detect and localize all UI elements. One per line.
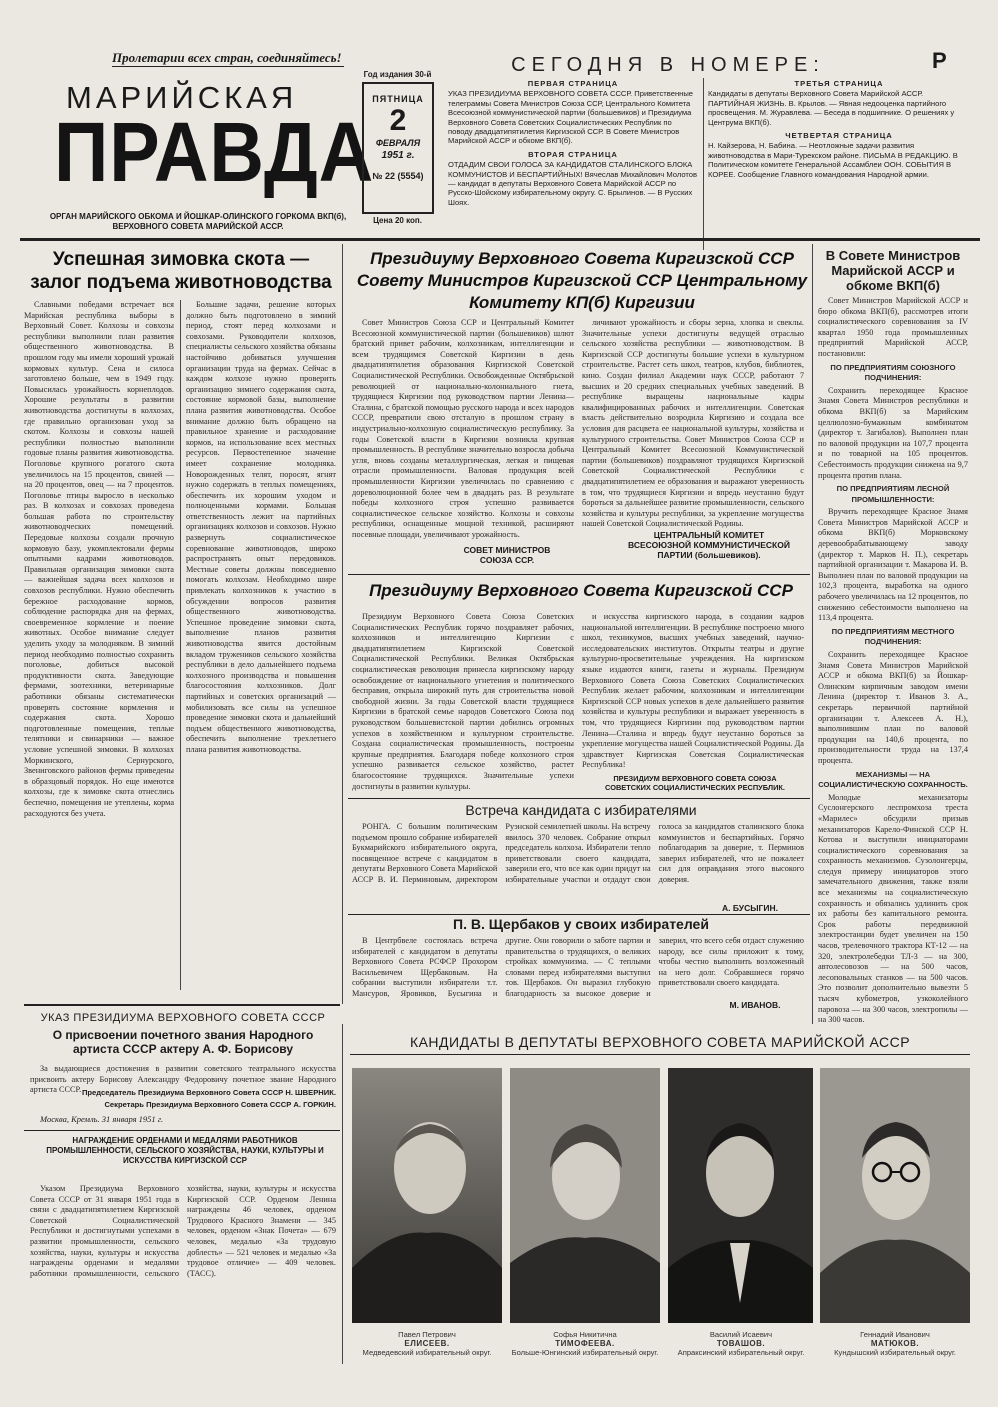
issue-number: № 22 (5554) (372, 171, 424, 181)
toc-page1-text: УКАЗ ПРЕЗИДИУМА ВЕРХОВНОГО СОВЕТА СССР. Приветственные телеграммы Совета Министров Союза ССР, Центрального Комитета Всесоюзной коммунистической партии (большевиков) и Президиума Верховного Совета Советских Социалистических Республик по поводу двадцатипятилетия Киргизской ССР. В Совете Министров Марийской АССР и обкоме ВКП(б). (448, 89, 694, 146)
caption-timofeyeva-district: Больше-Юнгинский избирательный округ. (511, 1348, 659, 1357)
awards-rule (24, 1130, 340, 1131)
candidates-title: КАНДИДАТЫ В ДЕПУТАТЫ ВЕРХОВНОГО СОВЕТА МАРИЙСКОЙ АССР (409, 1034, 911, 1050)
price: Цена 20 коп. (373, 216, 422, 225)
right-col-intro: Совет Министров Марийской АССР и бюро обкома ВКП(б), рассмотрев итоги социалистического соревнования за IV квартал 1950 года промышленных предприятий Марийской АССР, постановили: (818, 296, 968, 358)
caption-timofeyeva (500, 1330, 670, 1357)
editorial-text-1: Славными победами встречает вся Марийская республика выборы в Верховный Совет. Колхозы и совхозы республики выполнили план развития общественного животноводства. В прошлом году мы имели хороший урожай кормовых культур. Сена и силоса заготовлено больше, чем в 1949 году. Повысилась урожайность корнеплодов. Хорошие результаты в развитии животноводства достигнуты в колхозах, где правильно организован уход за скотом. Колхозы и совхозы нашей республики полностью выполнили годовые планы развития животноводства. Поголовье крупного рогатого скота увеличилось на 15 процентов, свиней — на 20 процентов, овец — на 7 процентов. Поголовье птицы выросло в несколько раз. В колхозах и совхозах проведена большая работа по строительству животноводческих помещений. Передовые колхозы создали прочную кормовую базу, укомплектовали фермы опытными кадрами животноводов. Правильная организация зимовки скота — важнейшая задача всех колхозов и совхозов республики. Нужно обеспечить бережное расходование кормов, соблюдение распорядка дня на фермах, своевременное кормление и поение животных. Особое внимание следует уделить уходу за молодняком. В зимний период необходимо полностью сохранить поголовье, добиться высокой продуктивности скота. Заведующие фермами, зоотехники, ветеринарные работники обязаны систематически проверять состояние кормления и содержания скота. Хорошо подготовленные помещения, теплые телятники и свинарники — важное условие успешной зимовки. В колхозах Моркинского, Сернурского, Звениговского районов фермы приведены в образцовый порядок. Но еще имеются колхозы, где к зимовке скота отнеслись беспечно, помещения не утеплены, корма расходуются без учета. (24, 300, 174, 818)
shcherbakov-text: В Центрбвеле состоялась встреча избирателей с кандидатом в депутаты Верховного Совета РСФСР Прохором Васильевичем Щербаковым. На собрании выступили избиратели т.т. Мансуров, Яровиков, Бусыгина и другие. Они говорили о заботе партии и правительства о трудящихся, о великих стройках коммунизма. — С теплыми словами перед избирателями выступил тов. Щербаков. Он выразил глубокую благодарность за высокое доверие и заверил, что всего себя отдаст служению народу, все силы приложит к тому, чтобы честно выполнить возложенный на него долг. Собравшиеся горячо приветствовали своего кандидата. (352, 936, 804, 998)
shcherbakov-sig: М. ИВАНОВ. (729, 1000, 781, 1010)
kirgiz-main-headline: Президиуму Верховного Совета Киргизской ССР Совету Министров Киргизской ССР Центральному Комитету КП(б) Киргизии (356, 249, 808, 312)
caption-tovashov (656, 1330, 826, 1357)
presidium-headline: Президиуму Верховного Совета Киргизской ССР (369, 581, 793, 600)
title-top: МАРИЙСКАЯ (66, 80, 298, 115)
photo-tovashov (668, 1068, 813, 1323)
editorial-text-2: Большие задачи, решение которых должно быть подготовлено в зимний период, стоят перед колхозами и совхозами. Руководители колхозов, специалисты сельского хозяйства обязаны настойчиво добиваться улучшения организации труда на фермах. Сейчас в каждом колхозе нужно проверить организацию зимнего содержания скота, состояние кормовой базы, выполнение плана развития животноводства. Особое внимание должно быть обращено на правильное хранение и расходование кормов, на использование всех местных ресурсов. Первостепенное значение имеет сохранение молодняка. Новорожденных телят, поросят, ягнят нужно содержать в теплых помещениях, обеспечить их хорошим уходом и полноценными кормами. Большая ответственность лежит на партийных организациях колхозов и совхозов. Нужно развернуть социалистическое соревнование животноводов, широко распространять опыт передовиков. Местные советы должны повседневно помогать колхозам. Необходимо шире привлекать колхозников к участию в обсуждении вопросов развития общественного животноводства. Успешное проведение зимовки скота, выполнение планов развития животноводства явится достойным вкладом тружеников сельского хозяйства республики в дело дальнейшего подъема колхозного производства и повышения благосостояния колхозников. Долг партийных и советских организаций — мобилизовать все силы на успешное проведение зимовки скота и дальнейший подъем общественного животноводства, обеспечить выполнение трехлетнего плана развития животноводства. (186, 300, 336, 754)
editorial-col-1 (24, 300, 174, 990)
kirgiz-main-text-2: личивают урожайность и сборы зерна, хлопка и свеклы. Значительные успехи достигнуты ведущей отраслью сельского хозяйства республики — животноводством. В Киргизской ССР достигнуты большие успехи в культурном строительстве. Растет сеть школ, театров, клубов, библиотек, кино. Создан филиал Академии наук СССР, работают 7 высших и 20 средних специальных учебных заведений. В республике выращены национальные кадры квалифицированных рабочих и интеллигенции. Советская власть действительно возродила Киргизию и создала все условия для расцвета ее национальной культуры, хозяйства и культурного строительства. Совет Министров Союза ССР и Центральный Комитет Всесоюзной Коммунистической партии (большевиков) поздравляют трудящихся Киргизской Советской Социалистической Республики с двадцатипятилетием ее образования и выражают уверенность в том, что трудящиеся Киргизии и впредь неустанно будут бороться за дальнейшее развитие промышленности, сельского хозяйства и культуры республики, за укрепление могущества нашей Советской Социалистической Родины. (582, 318, 804, 529)
photo-matyukov (820, 1068, 970, 1323)
presidium-text-1: Президиум Верховного Совета Союза Советских Социалистических Республик горячо поздравляет рабочих, колхозников и интеллигенцию Киргизии с двадцатипятилетием Киргизской Советской Социалистической Республики. Великая Октябрьская социалистическая революция принесла киргизскому народу освобождение от национального угнетения и политического бесправия, открыла широкий путь для строительства новой свободной жизни. За годы Советской власти трудящиеся Киргизии в братской семье народов Советского Союза под руководством большевистской партии добились огромных успехов в хозяйственном и культурном строительстве. Создана социалистическая промышленность, построены крупные предприятия. Благодаря победе колхозного строя успешно развивается сельское хозяйство, растет благосостояние трудящихся. Значительные успехи достигнуты в развитии культуры. (352, 612, 574, 791)
caption-tovashov-surname: ТОВАШОВ. (716, 1339, 766, 1348)
decree-top-rule (24, 1004, 340, 1006)
caption-yeliseyev-first: Павел Петрович (398, 1330, 456, 1339)
meeting-headline: Встреча кандидата с избирателями (465, 802, 697, 818)
editorial-headline: Успешная зимовка скота — залог подъема животноводства (30, 249, 332, 293)
editorial-divider (180, 300, 181, 990)
caption-timofeyeva-first: Софья Никитична (553, 1330, 617, 1339)
motto-rule (112, 66, 344, 67)
year-number: 1951 г. (381, 150, 415, 161)
caption-matyukov-district: Кундышский избирательный округ. (834, 1348, 956, 1357)
right-col-text-3: Сохранить переходящее Красное Знамя Совета Министров Марийской АССР и обкома ВКП(б) за Йошкар-Олинским кирпичным заводом имени Ленина (директор т. Иванов З. А., секретарь первичной партийной организации т. Алексеев А. Н.), выполнившим план по валовой продукции на 140,6 процента, по производительности труда на 137,4 процента. (818, 650, 968, 765)
caption-yeliseyev (342, 1330, 512, 1357)
decree-sig-1: Председатель Президиума Верховного Совета СССР Н. ШВЕРНИК. (81, 1088, 336, 1097)
toc-page1-label: ПЕРВАЯ СТРАНИЦА (527, 79, 619, 88)
caption-tovashov-first: Василий Исаевич (709, 1330, 773, 1339)
awards-text-block (30, 1184, 336, 1344)
right-column-divider (812, 244, 813, 1024)
right-col-sub-2: ПО ПРЕДПРИЯТИЯМ ЛЕСНОЙ ПРОМЫШЛЕННОСТИ: (836, 484, 950, 504)
kirgiz-main-col-2 (582, 318, 804, 528)
left-column-divider (342, 244, 343, 1004)
decree-sig-2: Секретарь Президиума Верховного Совета СССР А. ГОРКИН. (104, 1100, 336, 1109)
toc-page4-text: Н. Кайзерова, Н. Бабина. — Неотложные задачи развития животноводства в Мари-Турекском районе. ПИСЬМА В РЕДАКЦИЮ. В Политическом комитете Генеральной Ассамблеи ООН. СОБЫТИЯ В КОРЕЕ. Сообщение Главного командования Народной армии. (708, 141, 958, 179)
candidates-divider (342, 1024, 343, 1364)
editorial-col-2 (186, 300, 336, 990)
corner-mark: Р (932, 48, 947, 73)
decree-headline: О присвоении почетного звания Народного артиста СССР актеру А. Ф. Борисову (52, 1028, 314, 1056)
caption-matyukov-surname: МАТЮКОВ. (870, 1339, 920, 1348)
caption-matyukov (810, 1330, 980, 1357)
year-line: Год издания 30-й (363, 70, 432, 79)
kirgiz-main-text-1: Совет Министров Союза ССР и Центральный Комитет Всесоюзной коммунистической партии (большевиков) шлют братский привет рабочим, колхозникам, интеллигенции и всем трудящимся Советской Киргизии в день двадцатипятилетия образования Киргизской Советской Социалистической Республики. Освобожденные Октябрьской революцией от национально-колониального гнета, трудящиеся Киргизии под руководством партии Ленина—Сталина, с братской помощью русского народа и всех народов СССР, превратили свою отсталую в прошлом страну в индустриально-колхозную социалистическую республику. За годы Советской власти в Киргизии возникла крупная промышленность. В республике значительно возросла добыча угля, вновь созданы металлургическая, легкая и пищевая отрасли промышленности. Валовая продукция всей промышленности Киргизии увеличилась по сравнению с дореволюционной более чем в двадцать раз. В результате победы колхозного строя успешно развивается социалистическое сельское хозяйство. Колхозы и совхозы республики, оснащенные мощной техникой, расширяют посевные площади, увеличивают урожайность. (352, 318, 574, 539)
right-col-text-1: Сохранить переходящее Красное Знамя Совета Министров республики и обкома ВКП(б) за Марийским целлюлозно-бумажным комбинатом (директор т. Загибалов). Выполнен план по валовой продукции на 107,7 процента и по товарной на 105 процентов. Себестоимость продукции снижена на 9,7 процента против плана. (818, 385, 968, 480)
shcherbakov-text-block (352, 936, 804, 1006)
awards-headline: НАГРАЖДЕНИЕ ОРДЕНАМИ И МЕДАЛЯМИ РАБОТНИКОВ ПРОМЫШЛЕННОСТИ, СЕЛЬСКОГО ХОЗЯЙСТВА, НАУКИ, КУЛЬТУРЫ И ИСКУССТВА КИРГИЗСКОЙ ССР (46, 1136, 324, 1165)
kirgiz-main-sig-2: ЦЕНТРАЛЬНЫЙ КОМИТЕТ ВСЕСОЮЗНОЙ КОММУНИСТИЧЕСКОЙ ПАРТИИ (большевиков). (628, 530, 790, 560)
right-col-sub-1: ПО ПРЕДПРИЯТИЯМ СОЮЗНОГО ПОДЧИНЕНИЯ: (830, 362, 956, 383)
toc-page2-text: ОТДАДИМ СВОИ ГОЛОСА ЗА КАНДИДАТОВ СТАЛИНСКОГО БЛОКА КОММУНИСТОВ И БЕСПАРТИЙНЫХ! Вячеслав Михайлович Молотов — кандидат в депутаты Верховного Совета Марийской АССР по Русско-Шойскому избирательному округу. С. Брылинов. — В Русских Шоях. (448, 160, 698, 207)
toc-page2-label: ВТОРАЯ СТРАНИЦА (528, 149, 618, 159)
kirgiz-main-sig-1: СОВЕТ МИНИСТРОВ СОЮЗА ССР. (463, 545, 551, 565)
meeting-text-block (352, 822, 804, 910)
motto: Пролетарии всех стран, соединяйтесь! (112, 50, 342, 65)
meeting-rule (348, 914, 810, 915)
organ-line: ОРГАН МАРИЙСКОГО ОБКОМА И ЙОШКАР-ОЛИНСКОГО ГОРКОМА ВКП(б), ВЕРХОВНОГО СОВЕТА МАРИЙСКОЙ АССР. (49, 212, 347, 231)
date-box (362, 82, 434, 214)
month: ФЕВРАЛЯ (375, 138, 421, 148)
presidium-text-2: и искусства киргизского народа, в создании кадров национальной интеллигенции. В республике построено много школ, техникумов, высших учебных заведений, научно-исследовательских институтов. Открыты театры и другие культурно-просветительные учреждения. На киргизском языке издаются книги, газеты и журналы. Президиум Верховного Совета Союза Советских Социалистических Республик желает рабочим, колхозникам и интеллигенции Киргизской ССР новых успехов в деле дальнейшего развития хозяйства и культуры республики и выражает уверенность в том, что трудящиеся Киргизии под руководством партии Ленина—Сталина и впредь будут неустанно бороться за укрепление могущества нашей Социалистической Родины. Да здравствует Киргизская Советская Социалистическая Республика! (582, 612, 804, 770)
toc-page4-label: ЧЕТВЕРТАЯ СТРАНИЦА (785, 131, 893, 141)
masthead-rule (20, 238, 980, 241)
right-col-headline: В Совете Министров Марийской АССР и обкоме ВКП(б) (825, 248, 961, 293)
meeting-text: РОНГА. С большим политическим подъемом прошло собрание избирателей Букмарийского избирательного округа, посвященное встрече с кандидатом в депутаты Верховного Совета Марийской АССР В. И. Перминовым, директором Руэнской семилетней школы. На встречу явилось 370 человек. Собрание открыл председатель колхоза. Избиратели тепло приветствовали своего кандидата, заверили его, что все как один придут на избирательные участки и отдадут свои голоса за кандидатов сталинского блока коммунистов и беспартийных. Горячо поблагодарив за доверие, т. Перминов заверил избирателей, что не пожалеет сил для оправдания этого высокого доверия. (352, 822, 804, 884)
kirgiz-divider (348, 574, 810, 575)
day-number: 2 (389, 104, 407, 137)
weekday: ПЯТНИЦА (372, 94, 424, 104)
caption-matyukov-first: Геннадий Иванович (860, 1330, 930, 1339)
candidates-title-rule (350, 1054, 970, 1055)
presidium-sig: ПРЕЗИДИУМ ВЕРХОВНОГО СОВЕТА СОЮЗА СОВЕТСКИХ СОЦИАЛИСТИЧЕСКИХ РЕСПУБЛИК. (605, 774, 785, 792)
toc-right (708, 78, 970, 179)
meeting-sig: А. БУСЫГИН. (722, 903, 778, 913)
title-main: ПРАВДА (54, 105, 375, 199)
toc-left (448, 78, 698, 207)
photo-yeliseyev (352, 1068, 502, 1323)
presidium-col-2 (582, 612, 804, 772)
presidium-col-1 (352, 612, 574, 796)
toc-title: СЕГОДНЯ В НОМЕРЕ: (511, 54, 825, 76)
right-col-sub-3: ПО ПРЕДПРИЯТИЯМ МЕСТНОГО ПОДЧИНЕНИЯ: (831, 626, 955, 647)
decree-place: Москва, Кремль. 31 января 1951 г. (40, 1114, 164, 1124)
caption-timofeyeva-surname: ТИМОФЕЕВА. (555, 1339, 615, 1348)
kirgiz-main-col-1 (352, 318, 574, 558)
photo-timofeyeva (510, 1068, 660, 1323)
toc-divider (703, 78, 704, 250)
toc-page3-text: Кандидаты в депутаты Верховного Совета Марийской АССР. ПАРТИЙНАЯ ЖИЗНЬ. В. Крылов. — Явная недооценка партийного просвещения. М. Журавлева. — Беседа в подшипникe. О решениях у Центрума ВКП(б). (708, 89, 955, 127)
right-col-text-4: Молодые механизаторы Суслонгерского леспромхоза треста «Марилес» обсудили призыв механизаторов Карело-Финской ССР Н. Котова и выступили инициаторами социалистического соревнования за сохранность механизмов. Сузолонгерцы, следуя примеру инициаторов этого замечательного движения, также взяли все механизмы на социалистическую сохранность и обязались удлинить срок их работы без капитального ремонта. Срок работы передвижной электростанции будет увеличен на 150 часов, трелевочного трактора КТ-12 — на 320, электролебедки ТЛ-3 — на 300, автолесовозов — на 500 часов, лесоповальных станков — на 500 часов. Это позволит дополнительно вывезти 5 тысяч кубометров, узкоколейного паровоза — на 300 часов, электропилы — на 300 часов. (818, 792, 968, 1025)
awards-text: Указом Президиума Верховного Совета СССР от 31 января 1951 года в связи с двадцатипятилетием Киргизской Советской Социалистической Республики и достигнутыми успехами в развитии промышленности, сельского хозяйства, науки, культуры и искусства награждены орденами и медалями работники промышленности, сельского хозяйства, науки, культуры и искусства Киргизской ССР. Орденом Ленина награждены 46 человек, орденом Трудового Красного Знамени — 345 человек, орденом «Знак Почета» — 679 человек, медалью «За трудовую доблесть» — 521 человек и медалью «За трудовое отличие» — 409 человек. (ТАСС). (30, 1184, 336, 1278)
caption-tovashov-district: Апраксинский избирательный округ. (677, 1348, 805, 1357)
shcherbakov-headline: П. В. Щербаков у своих избирателей (453, 916, 709, 932)
right-col-text-2: Вручить переходящее Красное Знамя Совета Министров Марийской АССР и обкома ВКП(б) Морковскому деревообрабатывающему заводу (директор т. Марков Н. П.), секретарь партийной организации т. Макарова И. В. Выполнен план по валовой продукции на 102,3 процента, выработка на одного рабочего увеличилась на 12 процентов, по снижению себестоимости выполнено на 113,4 процента. (818, 507, 968, 623)
right-col-sub-4: МЕХАНИЗМЫ — НА СОЦИАЛИСТИЧЕСКУЮ СОХРАННОСТЬ. (818, 769, 968, 790)
decree-headline-top: УКАЗ ПРЕЗИДИУМА ВЕРХОВНОГО СОВЕТА СССР (40, 1012, 326, 1024)
caption-yeliseyev-district: Медведевский избирательный округ. (362, 1348, 492, 1357)
presidium-rule (348, 798, 810, 799)
caption-yeliseyev-surname: ЕЛИСЕЕВ. (404, 1339, 450, 1348)
decree-text: За выдающиеся достижения в развитии советского театрального искусства присвоить актеру Борисову Александру Федоровичу почетное звание Народного артиста СССР. (30, 1064, 336, 1095)
toc-page3-label: ТРЕТЬЯ СТРАНИЦА (794, 79, 884, 88)
right-col-body (818, 296, 968, 1025)
